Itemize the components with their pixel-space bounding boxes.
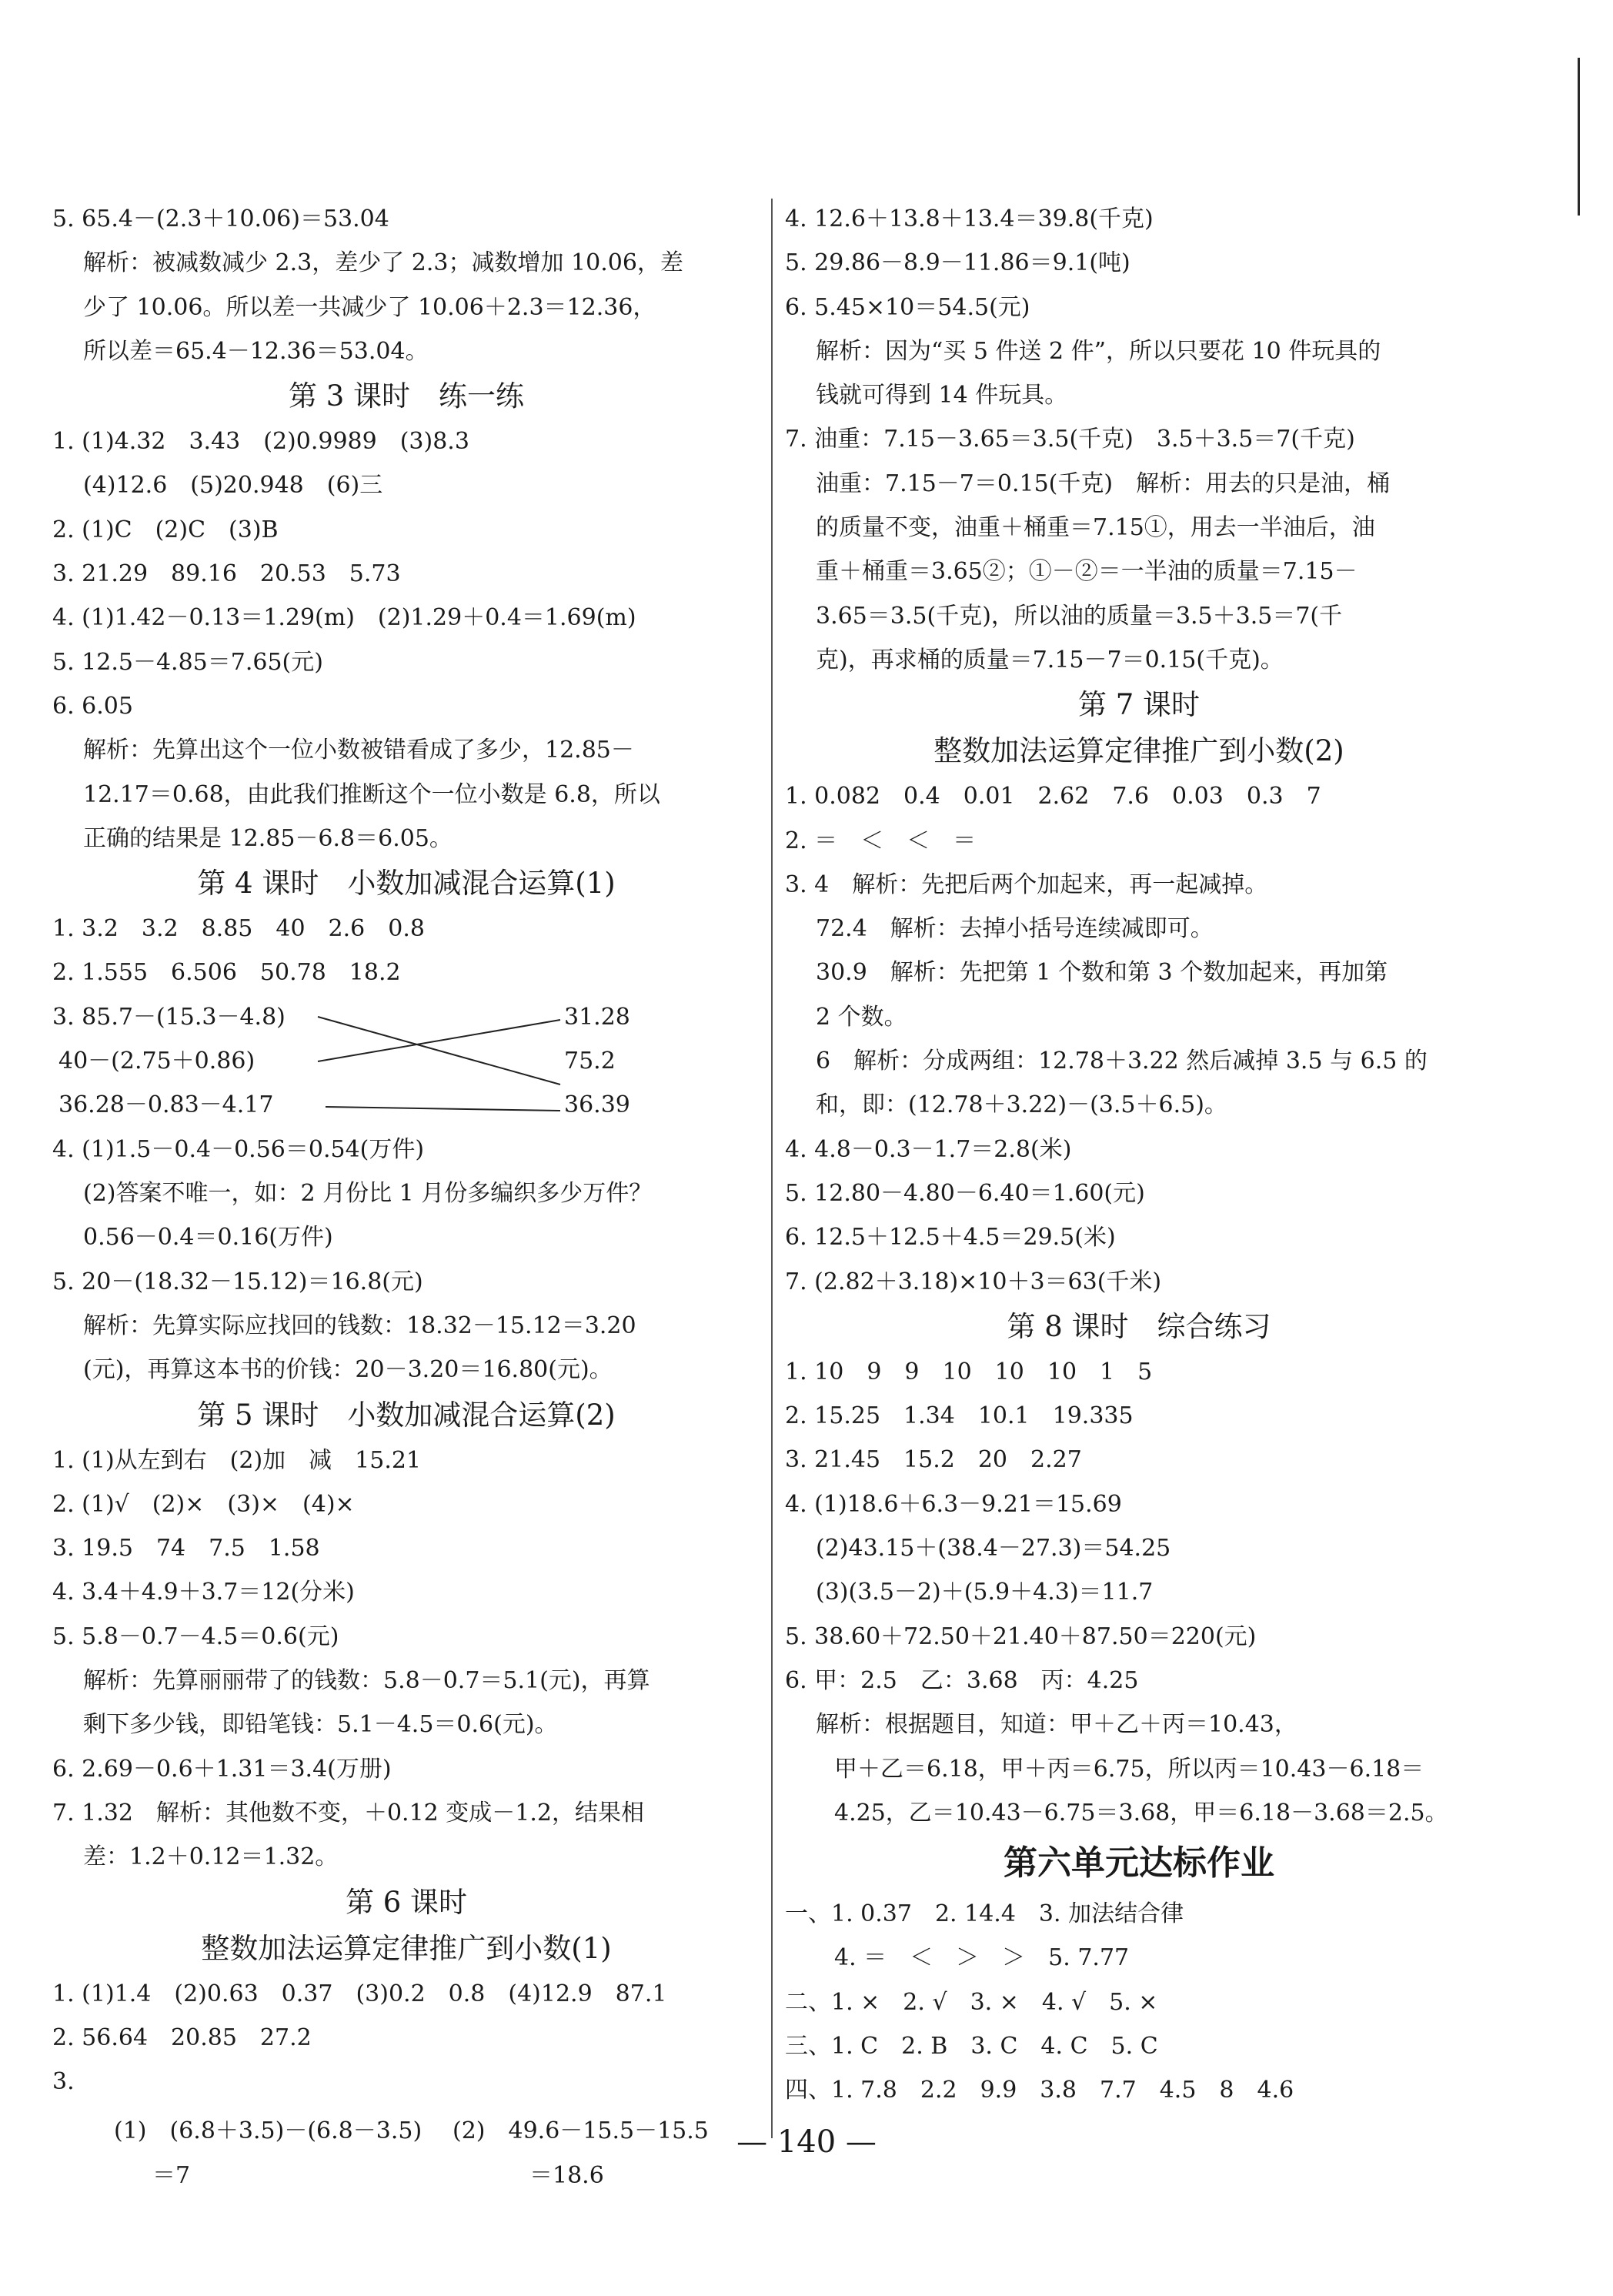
answer-line: 2. 56.64 20.85 27.2: [52, 2024, 312, 2051]
explanation-line: 解析：先算出这个一位小数被错看成了多少，12.85－: [83, 737, 634, 764]
answer-line: (2)答案不唯一，如：2 月份比 1 月份多编织多少万件？: [83, 1180, 653, 1208]
answer-line: 6. 2.69－0.6＋1.31＝3.4(万册): [52, 1755, 392, 1783]
calculation-expression: (1) (6.8＋3.5)－(6.8－3.5): [114, 2117, 422, 2145]
calculation-result: ＝7: [152, 2162, 191, 2190]
calculation-result: ＝18.6: [529, 2162, 604, 2190]
explanation-line: 解析：根据题目，知道：甲＋乙＋丙＝10.43，: [816, 1711, 1297, 1739]
answer-line: 6. 12.5＋12.5＋4.5＝29.5(米): [785, 1224, 1116, 1252]
answer-line: 1. 0.082 0.4 0.01 2.62 7.6 0.03 0.3 7: [785, 783, 1321, 810]
answer-line: 6 解析：分成两组：12.78＋3.22 然后减掉 3.5 与 6.5 的: [816, 1048, 1428, 1075]
lesson-7-subtitle: 整数加法运算定律推广到小数(2): [933, 734, 1344, 768]
answer-line: 7. 油重：7.15－3.65＝3.5(千克) 3.5＋3.5＝7(千克): [785, 426, 1355, 453]
answer-line: 3. 19.5 74 7.5 1.58: [52, 1535, 320, 1562]
answer-line: 4. ＝ ＜ ＞ ＞ 5. 7.77: [834, 1944, 1130, 1972]
page-edge-mark: [1578, 58, 1580, 216]
answer-line: 4. 4.8－0.3－1.7＝2.8(米): [785, 1135, 1072, 1163]
unit-6-title: 第六单元达标作业: [1004, 1843, 1274, 1883]
answer-line: (2)43.15＋(38.4－27.3)＝54.25: [816, 1535, 1171, 1562]
answer-line: 4. 3.4＋4.9＋3.7＝12(分米): [52, 1579, 355, 1606]
explanation-line: 重＋桶重＝3.65②；①－②＝一半油的质量＝7.15－: [816, 558, 1358, 586]
answer-line: 5. 12.5－4.85＝7.65(元): [52, 648, 323, 676]
answer-line: 一、1. 0.37 2. 14.4 3. 加法结合律: [785, 1900, 1184, 1928]
answer-line: 5. 65.4－(2.3＋10.06)＝53.04: [52, 206, 389, 232]
answer-line: 四、1. 7.8 2.2 9.9 3.8 7.7 4.5 8 4.6: [785, 2077, 1294, 2104]
answer-line: 3.: [52, 2068, 75, 2096]
answer-line: 4. (1)18.6＋6.3－9.21＝15.69: [785, 1490, 1122, 1518]
explanation-line: 正确的结果是 12.85－6.8＝6.05。: [83, 824, 453, 852]
answer-line: (4)12.6 (5)20.948 (6)三: [83, 472, 383, 500]
answer-line: 30.9 解析：先把第 1 个数和第 3 个数加起来，再加第: [816, 959, 1388, 987]
answer-line: 72.4 解析：去掉小括号连续减即可。: [816, 915, 1214, 943]
answer-line: 2. ＝ ＜ ＜ ＝: [785, 827, 977, 854]
explanation-line: 的质量不变，油重＋桶重＝7.15①，用去一半油后，油: [816, 514, 1375, 542]
match-left-item: 40－(2.75＋0.86): [58, 1047, 255, 1074]
explanation-line: 钱就可得到 14 件玩具。: [816, 382, 1068, 409]
page-number: — 140 —: [736, 2124, 877, 2160]
matching-exercise: [52, 995, 760, 1128]
explanation-line: 油重：7.15－7＝0.15(千克) 解析：用去的只是油，桶: [816, 470, 1391, 497]
answer-line: 3. 4 解析：先把后两个加起来，再一起减掉。: [785, 871, 1268, 898]
match-left-item: 3. 85.7－(15.3－4.8): [52, 1003, 286, 1031]
answer-line: 5. 20－(18.32－15.12)＝16.8(元): [52, 1268, 423, 1295]
answer-line: 0.56－0.4＝0.16(万件): [83, 1224, 333, 1252]
explanation-line: 和，即：(12.78＋3.22)－(3.5＋6.5)。: [816, 1091, 1227, 1119]
answer-line: 4. 12.6＋13.8＋13.4＝39.8(千克): [785, 206, 1154, 232]
calculation-expression: (2) 49.6－15.5－15.5: [453, 2117, 709, 2145]
answer-line: 5. 29.86－8.9－11.86＝9.1(吨): [785, 249, 1130, 277]
right-column: [785, 197, 1493, 2113]
answer-line: 二、1. × 2. √ 3. × 4. √ 5. ×: [785, 1988, 1158, 2016]
explanation-line: 3.65＝3.5(千克)，所以油的质量＝3.5＋3.5＝7(千: [816, 602, 1343, 630]
answer-line: 7. (2.82＋3.18)×10＋3＝63(千米): [785, 1268, 1162, 1295]
answer-line: 5. 12.80－4.80－6.40＝1.60(元): [785, 1179, 1145, 1207]
answer-line: 2. (1)C (2)C (3)B: [52, 516, 279, 543]
lesson-6-title: 第 6 课时: [345, 1885, 468, 1919]
answer-line: 5. 38.60＋72.50＋21.40＋87.50＝220(元): [785, 1623, 1257, 1650]
explanation-line: 解析：先算丽丽带了的钱数：5.8－0.7＝5.1(元)，再算: [83, 1667, 650, 1695]
answer-line: 2. (1)√ (2)× (3)× (4)×: [52, 1490, 355, 1518]
explanation-line: 剩下多少钱，即铅笔钱：5.1－4.5＝0.6(元)。: [83, 1711, 558, 1739]
lesson-4-title: 第 4 课时 小数加减混合运算(1): [197, 867, 616, 901]
lesson-6-subtitle: 整数加法运算定律推广到小数(1): [201, 1931, 612, 1965]
column-divider: [771, 199, 773, 2138]
answer-line: 1. (1)从左到右 (2)加 减 15.21: [52, 1446, 422, 1474]
answer-line: 3. 21.45 15.2 20 2.27: [785, 1446, 1082, 1474]
explanation-line: 少了 10.06。所以差一共减少了 10.06＋2.3＝12.36，: [83, 293, 656, 321]
answer-line: 4. (1)1.5－0.4－0.56＝0.54(万件): [52, 1135, 425, 1163]
answer-line: 3. 21.29 89.16 20.53 5.73: [52, 560, 401, 588]
answer-line: 6. 6.05: [52, 692, 133, 720]
answer-line: 三、1. C 2. B 3. C 4. C 5. C: [785, 2032, 1158, 2060]
answer-line: 6. 5.45×10＝54.5(元): [785, 293, 1030, 321]
answer-line: 5. 5.8－0.7－4.5＝0.6(元): [52, 1623, 339, 1650]
lesson-3-title: 第 3 课时 练一练: [288, 379, 525, 413]
explanation-line: 4.25，乙＝10.43－6.75＝3.68，甲＝6.18－3.68＝2.5。: [834, 1799, 1448, 1826]
explanation-line: 所以差＝65.4－12.36＝53.04。: [83, 337, 429, 365]
answer-line: 1. (1)1.4 (2)0.63 0.37 (3)0.2 0.8 (4)12.9 87.1: [52, 1980, 667, 2007]
answer-line: 7. 1.32 解析：其他数不变，＋0.12 变成－1.2，结果相: [52, 1799, 644, 1826]
answer-line: 2. 1.555 6.506 50.78 18.2: [52, 959, 401, 987]
left-column: [52, 197, 760, 2196]
answer-line: 4. (1)1.42－0.13＝1.29(m) (2)1.29＋0.4＝1.69(m): [52, 604, 636, 632]
answer-line: 1. (1)4.32 3.43 (2)0.9989 (3)8.3: [52, 428, 469, 456]
lesson-8-title: 第 8 课时 综合练习: [1007, 1309, 1271, 1343]
explanation-line: 差：1.2＋0.12＝1.32。: [83, 1843, 339, 1871]
answer-line: 1. 3.2 3.2 8.85 40 2.6 0.8: [52, 915, 425, 943]
explanation-line: 克)，再求桶的质量＝7.15－7＝0.15(千克)。: [816, 646, 1284, 673]
explanation-line: 12.17＝0.68，由此我们推断这个一位小数是 6.8，所以: [83, 780, 660, 808]
answer-line: 2. 15.25 1.34 10.1 19.335: [785, 1402, 1134, 1430]
lesson-7-title: 第 7 课时: [1077, 688, 1201, 722]
match-left-item: 36.28－0.83－4.17: [58, 1091, 274, 1118]
match-right-item: 75.2: [564, 1047, 616, 1074]
answer-line: 1. 10 9 9 10 10 10 1 5: [785, 1358, 1153, 1385]
explanation-line: 甲＋乙＝6.18，甲＋丙＝6.75，所以丙＝10.43－6.18＝: [834, 1755, 1424, 1783]
answer-line: (3)(3.5－2)＋(5.9＋4.3)＝11.7: [816, 1579, 1154, 1606]
explanation-line: 解析：先算实际应找回的钱数：18.32－15.12＝3.20: [83, 1312, 636, 1339]
explanation-line: 解析：被减数减少 2.3，差少了 2.3；减数增加 10.06，差: [83, 249, 683, 277]
match-right-item: 36.39: [564, 1091, 630, 1118]
lesson-5-title: 第 5 课时 小数加减混合运算(2): [197, 1398, 616, 1432]
explanation-line: (元)，再算这本书的价钱：20－3.20＝16.80(元)。: [83, 1356, 613, 1384]
explanation-line: 解析：因为“买 5 件送 2 件”，所以只要花 10 件玩具的: [816, 337, 1381, 365]
explanation-line: 2 个数。: [816, 1003, 907, 1031]
answer-line: 6. 甲：2.5 乙：3.68 丙：4.25: [785, 1666, 1139, 1694]
match-right-item: 31.28: [564, 1003, 630, 1031]
